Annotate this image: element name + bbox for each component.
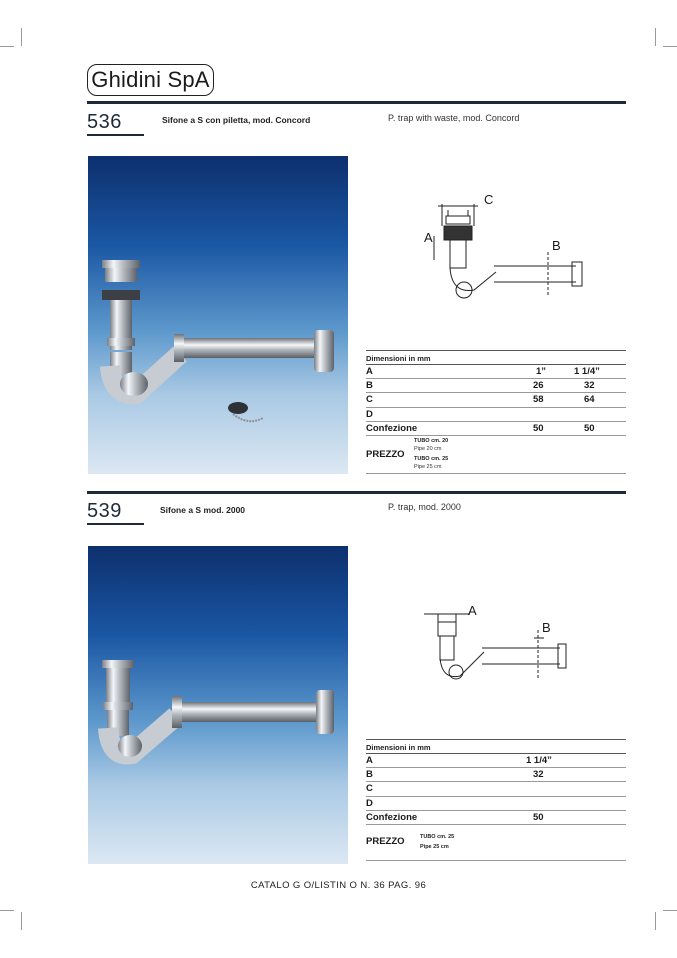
table-row [366,754,626,768]
section-divider [87,101,626,104]
row-value: 32 [533,769,544,781]
crop-mark [0,910,14,911]
row-label: Confezione [366,811,418,823]
dimensions-header: Dimensioni in mm [366,350,626,365]
dimensions-table [366,350,626,474]
table-row [366,393,626,407]
crop-mark [663,46,677,47]
table-row [366,422,626,436]
product-title-english: P. trap, mod. 2000 [388,502,461,512]
pipe-length-sub: Pipe 25 cm [420,843,449,850]
table-row [366,408,626,422]
product-code: 539 [87,500,122,522]
table-row [366,379,626,393]
product-title-italian: Sifone a S con piletta, mod. Concord [162,115,311,125]
crop-mark [21,28,22,46]
price-label: PREZZO [366,448,405,460]
technical-drawing [408,186,588,314]
crop-mark [655,28,656,46]
row-value: 58 [533,394,544,406]
price-row [366,825,626,861]
product-code: 536 [87,111,122,133]
row-label: C [366,783,373,795]
table-row [366,768,626,782]
row-label: B [366,380,373,392]
table-row [366,782,626,796]
page-footer: CATALO G O/LISTIN O N. 36 PAG. 96 [250,880,427,891]
drawing-label-c: C [484,192,494,207]
price-row [366,436,626,474]
product-code-underline [87,523,144,525]
row-label: B [366,769,373,781]
product-title-english: P. trap with waste, mod. Concord [388,113,520,123]
crop-mark [655,912,656,930]
row-label: Confezione [366,422,418,434]
pipe-length-label: TUBO cm. 25 [414,455,449,462]
table-row [366,365,626,379]
pipe-length-sub: Pipe 25 cm [414,463,442,470]
drawing-label-b: B [552,238,561,253]
row-label: D [366,408,373,420]
row-label: A [366,366,373,377]
row-value: 50 [533,422,544,434]
row-label: D [366,797,373,809]
pipe-length-label: TUBO cm. 25 [420,833,455,840]
dimensions-header: Dimensioni in mm [366,739,626,754]
price-label: PREZZO [366,835,405,847]
row-value: 64 [584,394,595,406]
row-value: 1 1/4” [574,366,600,377]
product-photo [88,156,348,474]
drawing-label-a: A [468,603,477,618]
pipe-length-label: TUBO cm. 20 [414,437,449,444]
row-value: 1 1/4” [526,755,552,766]
brand-logo: Ghidini SpA [87,64,214,96]
drawing-label-a: A [424,230,433,245]
product-photo [88,546,348,864]
table-row [366,797,626,811]
row-value: 50 [584,422,595,434]
section-divider [87,491,626,494]
crop-mark [663,910,677,911]
row-value: 1” [536,366,547,377]
table-row [366,811,626,825]
technical-drawing [420,600,580,690]
product-code-underline [87,134,144,136]
row-label: A [366,755,373,766]
row-value: 32 [584,380,595,392]
product-title-italian: Sifone a S mod. 2000 [160,505,246,515]
row-label: C [366,394,373,406]
drawing-label-b: B [542,620,551,635]
pipe-length-sub: Pipe 20 cm [414,445,442,452]
crop-mark [0,46,14,47]
row-value: 50 [533,811,544,823]
row-value: 26 [533,380,544,392]
crop-mark [21,912,22,930]
dimensions-table [366,739,626,861]
